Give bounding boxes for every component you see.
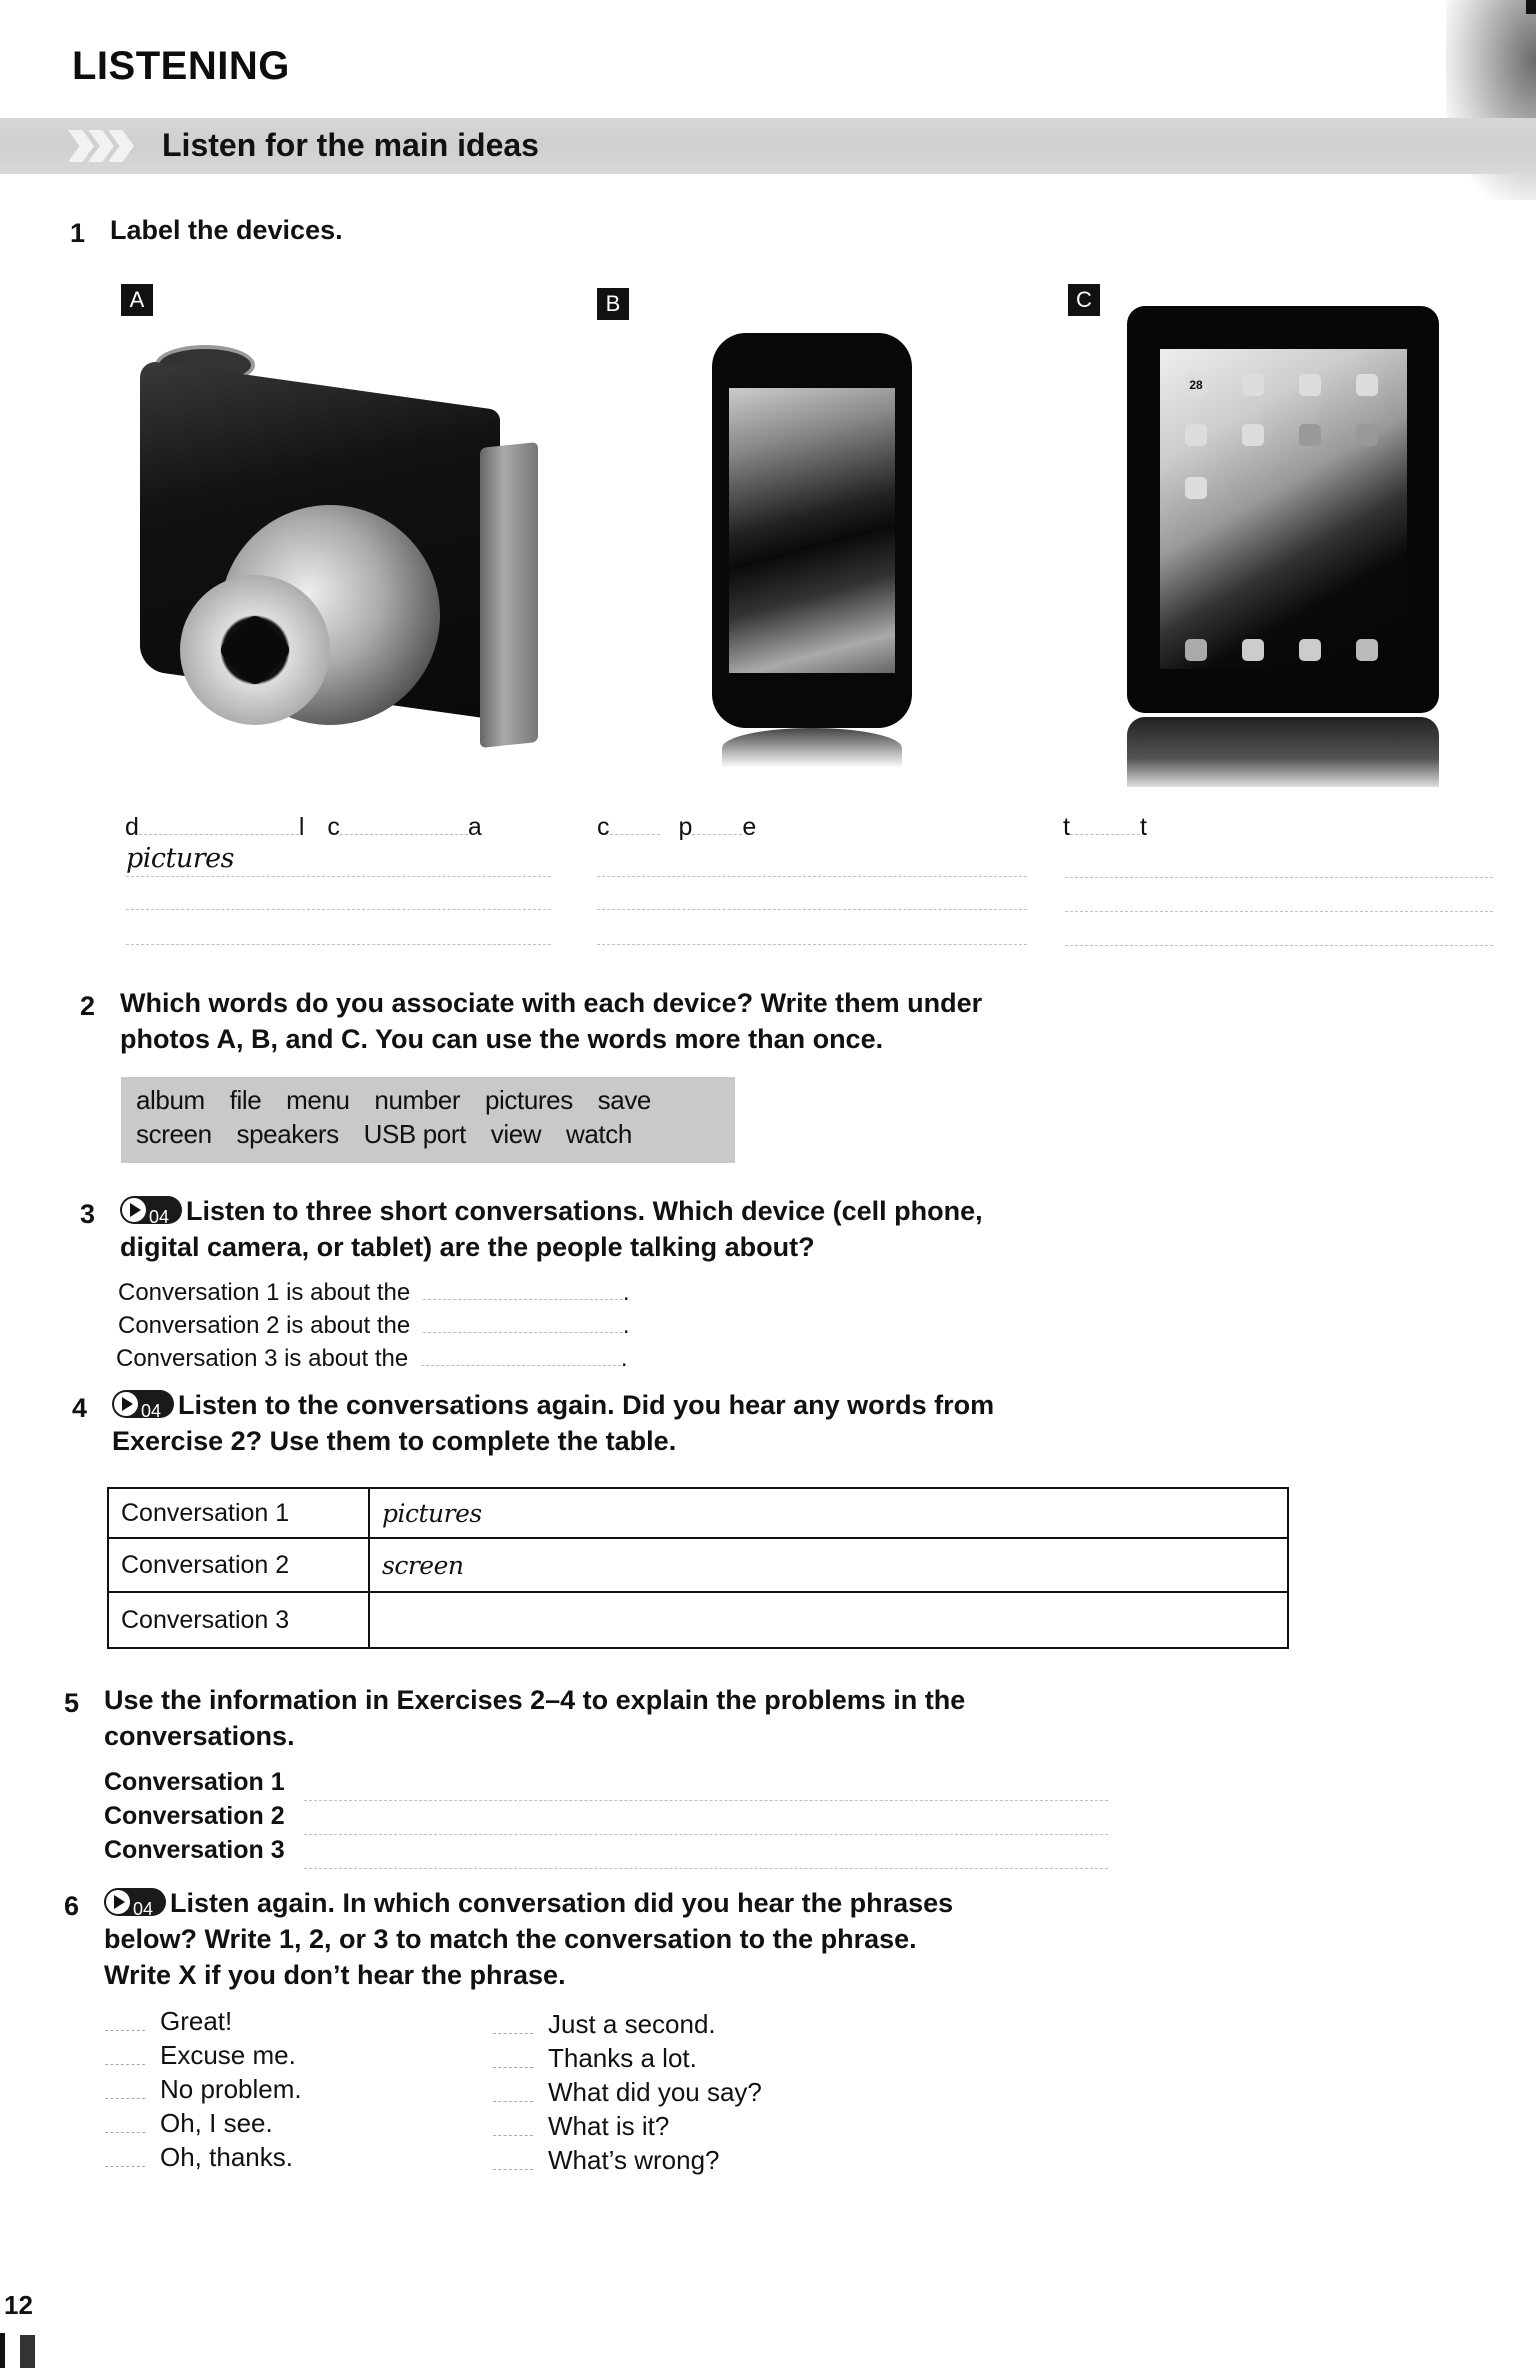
blank-device-b-word1[interactable] <box>610 834 660 835</box>
play-icon <box>114 1392 138 1416</box>
phone-screen <box>729 388 895 673</box>
itunes-app-icon <box>1299 424 1321 446</box>
device-a-label-prompt <box>125 813 482 842</box>
letter-c: c <box>597 813 610 841</box>
dock-mail-icon <box>1242 639 1264 661</box>
maps-app-icon <box>1356 374 1378 396</box>
word-pictures: pictures <box>485 1085 573 1115</box>
letter-t: t <box>1063 813 1070 841</box>
exercise-3-sentence-1 <box>118 1279 630 1307</box>
section-title: LISTENING <box>72 44 290 88</box>
phrase-text: Excuse me. <box>160 2040 296 2070</box>
exercise-3-instruction-line2: digital camera, or tablet) are the people talking about? <box>120 1232 815 1262</box>
youtube-app-icon <box>1242 424 1264 446</box>
write-line-c-2[interactable] <box>1065 911 1493 912</box>
sentence-text: Conversation 1 is about the <box>118 1279 411 1306</box>
page-number: 12 <box>4 2290 33 2320</box>
word-album: album <box>136 1085 205 1115</box>
table-row <box>108 1592 1288 1648</box>
digital-camera-image <box>140 345 550 730</box>
device-c-label-prompt <box>1063 813 1147 842</box>
phrase-answer-blank[interactable] <box>493 2067 533 2068</box>
phrase-text: No problem. <box>160 2074 302 2104</box>
instruction-text: Listen to the conversations again. Did you hear any words from <box>178 1390 995 1420</box>
calendar-app-icon: 28 <box>1185 374 1207 396</box>
instruction-text: Listen to three short conversations. Which device (cell phone, <box>186 1196 983 1226</box>
audio-track-number: 04 <box>133 1899 154 1919</box>
dock-safari-icon <box>1185 639 1207 661</box>
handwritten-answer-a: pictures <box>126 843 235 874</box>
word-speakers: speakers <box>236 1119 339 1149</box>
audio-track-number: 04 <box>141 1401 162 1421</box>
sentence-text: Conversation 3 is about the <box>116 1345 409 1372</box>
write-line-c-3[interactable] <box>1065 945 1493 946</box>
page-edge-mark <box>0 2333 5 2368</box>
exercise-3-number: 3 <box>80 1199 96 1229</box>
audio-track-icon[interactable] <box>120 1196 182 1227</box>
chevron-arrows-icon <box>68 130 128 162</box>
write-line-a-1[interactable] <box>126 876 551 877</box>
letter-c: c <box>327 813 340 841</box>
letter-e: e <box>742 813 757 841</box>
exercise-6-instruction-line3: Write X if you don’t hear the phrase. <box>104 1960 566 1990</box>
phrase-text: Great! <box>160 2006 233 2036</box>
exercise-2-number: 2 <box>80 991 96 1021</box>
phrase-answer-blank[interactable] <box>493 2033 533 2034</box>
answer-blank-2[interactable] <box>423 1332 623 1333</box>
exercise-5-label-2: Conversation 2 <box>104 1802 285 1830</box>
exercise-2-instruction-line1: Which words do you associate with each device? Write them under <box>120 988 983 1018</box>
table-row <box>108 1538 1288 1592</box>
exercise-1-instruction: Label the devices. <box>110 215 343 245</box>
audio-track-icon[interactable] <box>104 1888 166 1919</box>
exercise-6-number: 6 <box>64 1891 80 1921</box>
word-screen: screen <box>136 1119 212 1149</box>
exercise-3-sentence-3 <box>116 1345 628 1373</box>
device-b-label-prompt <box>597 813 756 842</box>
letter-a: a <box>467 813 482 841</box>
exercise-3-sentence-2 <box>118 1312 630 1340</box>
word-menu: menu <box>286 1085 350 1115</box>
exercise-5-write-line-3[interactable] <box>304 1868 1108 1869</box>
word-usb-port: USB port <box>363 1119 466 1149</box>
exercise-5-instruction-line1: Use the information in Exercises 2–4 to explain the problems in the <box>104 1685 966 1715</box>
dock-photos-icon <box>1299 639 1321 661</box>
audio-track-icon[interactable] <box>112 1390 174 1421</box>
blank-device-a-word1[interactable] <box>139 834 299 835</box>
phrase-text: Oh, I see. <box>160 2108 273 2138</box>
settings-app-icon <box>1185 477 1207 499</box>
phrase-text: What did you say? <box>548 2077 762 2107</box>
sentence-period: . <box>622 1312 630 1339</box>
blank-device-c-word[interactable] <box>1070 834 1140 835</box>
write-line-a-3[interactable] <box>126 944 551 945</box>
table-row-label: Conversation 1 <box>108 1488 369 1538</box>
audio-track-number: 04 <box>149 1207 170 1227</box>
exercise-5-write-line-1[interactable] <box>304 1800 1108 1801</box>
page-corner-edge <box>1526 0 1536 14</box>
tablet-reflection <box>1127 717 1439 787</box>
table-answer-cell[interactable]: screen <box>369 1538 1288 1592</box>
sentence-text: Conversation 2 is about the <box>118 1312 411 1339</box>
letter-d: d <box>125 813 139 841</box>
word-number: number <box>374 1085 461 1115</box>
table-row <box>108 1488 1288 1538</box>
photo-label-a: A <box>121 284 153 316</box>
phrase-answer-blank[interactable] <box>493 2101 533 2102</box>
sentence-period: . <box>622 1279 630 1306</box>
table-answer-cell[interactable]: pictures <box>369 1488 1288 1538</box>
exercise-5-label-3: Conversation 3 <box>104 1836 285 1864</box>
notes-app-icon <box>1299 374 1321 396</box>
table-answer-cell[interactable] <box>369 1592 1288 1648</box>
cell-phone-image <box>712 333 912 728</box>
exercise-2-instruction-line2: photos A, B, and C. You can use the words more than once. <box>120 1024 884 1054</box>
letter-p: p <box>678 813 693 841</box>
write-line-c-1[interactable] <box>1065 877 1493 878</box>
word-view: view <box>490 1119 542 1149</box>
exercise-5-instruction-line2: conversations. <box>104 1721 295 1751</box>
exercise-5-label-1: Conversation 1 <box>104 1768 285 1796</box>
write-line-a-2[interactable] <box>126 909 551 910</box>
word-watch: watch <box>565 1119 632 1149</box>
exercise-3-instruction-line1 <box>120 1193 983 1229</box>
word-bank <box>121 1077 735 1163</box>
videos-app-icon <box>1185 424 1207 446</box>
answer-blank-1[interactable] <box>423 1299 623 1300</box>
exercise-1-number: 1 <box>70 218 86 248</box>
sentence-period: . <box>620 1345 628 1372</box>
exercise-4-instruction-line2: Exercise 2? Use them to complete the table. <box>112 1426 677 1456</box>
exercise-4-number: 4 <box>72 1393 88 1423</box>
instruction-text: Listen again. In which conversation did you hear the phrases <box>170 1888 954 1918</box>
phrase-answer-blank[interactable] <box>105 2098 145 2099</box>
appstore-app-icon <box>1356 424 1378 446</box>
word-save: save <box>597 1085 651 1115</box>
phrase-answer-blank[interactable] <box>105 2064 145 2065</box>
word-bank-row-2 <box>136 1117 720 1151</box>
play-icon <box>106 1890 130 1914</box>
exercise-5-write-line-2[interactable] <box>304 1834 1108 1835</box>
phrase-text: Oh, thanks. <box>160 2142 293 2172</box>
section-banner <box>0 118 1536 174</box>
write-line-b-2[interactable] <box>597 909 1027 910</box>
answer-blank-3[interactable] <box>421 1365 621 1366</box>
phrase-text: What’s wrong? <box>548 2145 720 2175</box>
play-icon <box>122 1198 146 1222</box>
exercise-5-number: 5 <box>64 1688 80 1718</box>
phrase-answer-blank[interactable] <box>493 2169 533 2170</box>
dock-ipod-icon <box>1356 639 1378 661</box>
phrase-answer-blank[interactable] <box>105 2166 145 2167</box>
letter-t: t <box>1139 813 1147 841</box>
exercise-4-instruction-line1 <box>112 1387 994 1423</box>
exercise-6-instruction-line1 <box>104 1885 953 1921</box>
write-line-b-1[interactable] <box>597 876 1027 877</box>
phrase-text: Thanks a lot. <box>548 2043 697 2073</box>
page-edge-mark <box>20 2335 35 2368</box>
exercise-6-instruction-line2: below? Write 1, 2, or 3 to match the conversation to the phrase. <box>104 1924 917 1954</box>
contacts-app-icon <box>1242 374 1264 396</box>
photo-label-c: C <box>1068 284 1100 316</box>
word-bank-row-1 <box>136 1083 720 1117</box>
banner-title: Listen for the main ideas <box>162 127 539 163</box>
write-line-b-3[interactable] <box>597 944 1027 945</box>
phone-reflection <box>722 728 902 768</box>
letter-l: l <box>298 813 305 841</box>
tablet-image <box>1127 306 1439 713</box>
phrase-answer-blank[interactable] <box>105 2030 145 2031</box>
phrase-answer-blank[interactable] <box>105 2132 145 2133</box>
table-row-label: Conversation 3 <box>108 1592 369 1648</box>
blank-device-b-word2[interactable] <box>692 834 742 835</box>
phrase-answer-blank[interactable] <box>493 2135 533 2136</box>
phrase-text: Just a second. <box>548 2009 716 2039</box>
table-row-label: Conversation 2 <box>108 1538 369 1592</box>
conversation-words-table <box>107 1487 1289 1649</box>
blank-device-a-word2[interactable] <box>340 834 468 835</box>
phrase-text: What is it? <box>548 2111 670 2141</box>
word-file: file <box>229 1085 262 1115</box>
camera-side-panel <box>480 442 538 748</box>
tablet-screen <box>1160 349 1407 669</box>
photo-label-b: B <box>597 288 629 320</box>
